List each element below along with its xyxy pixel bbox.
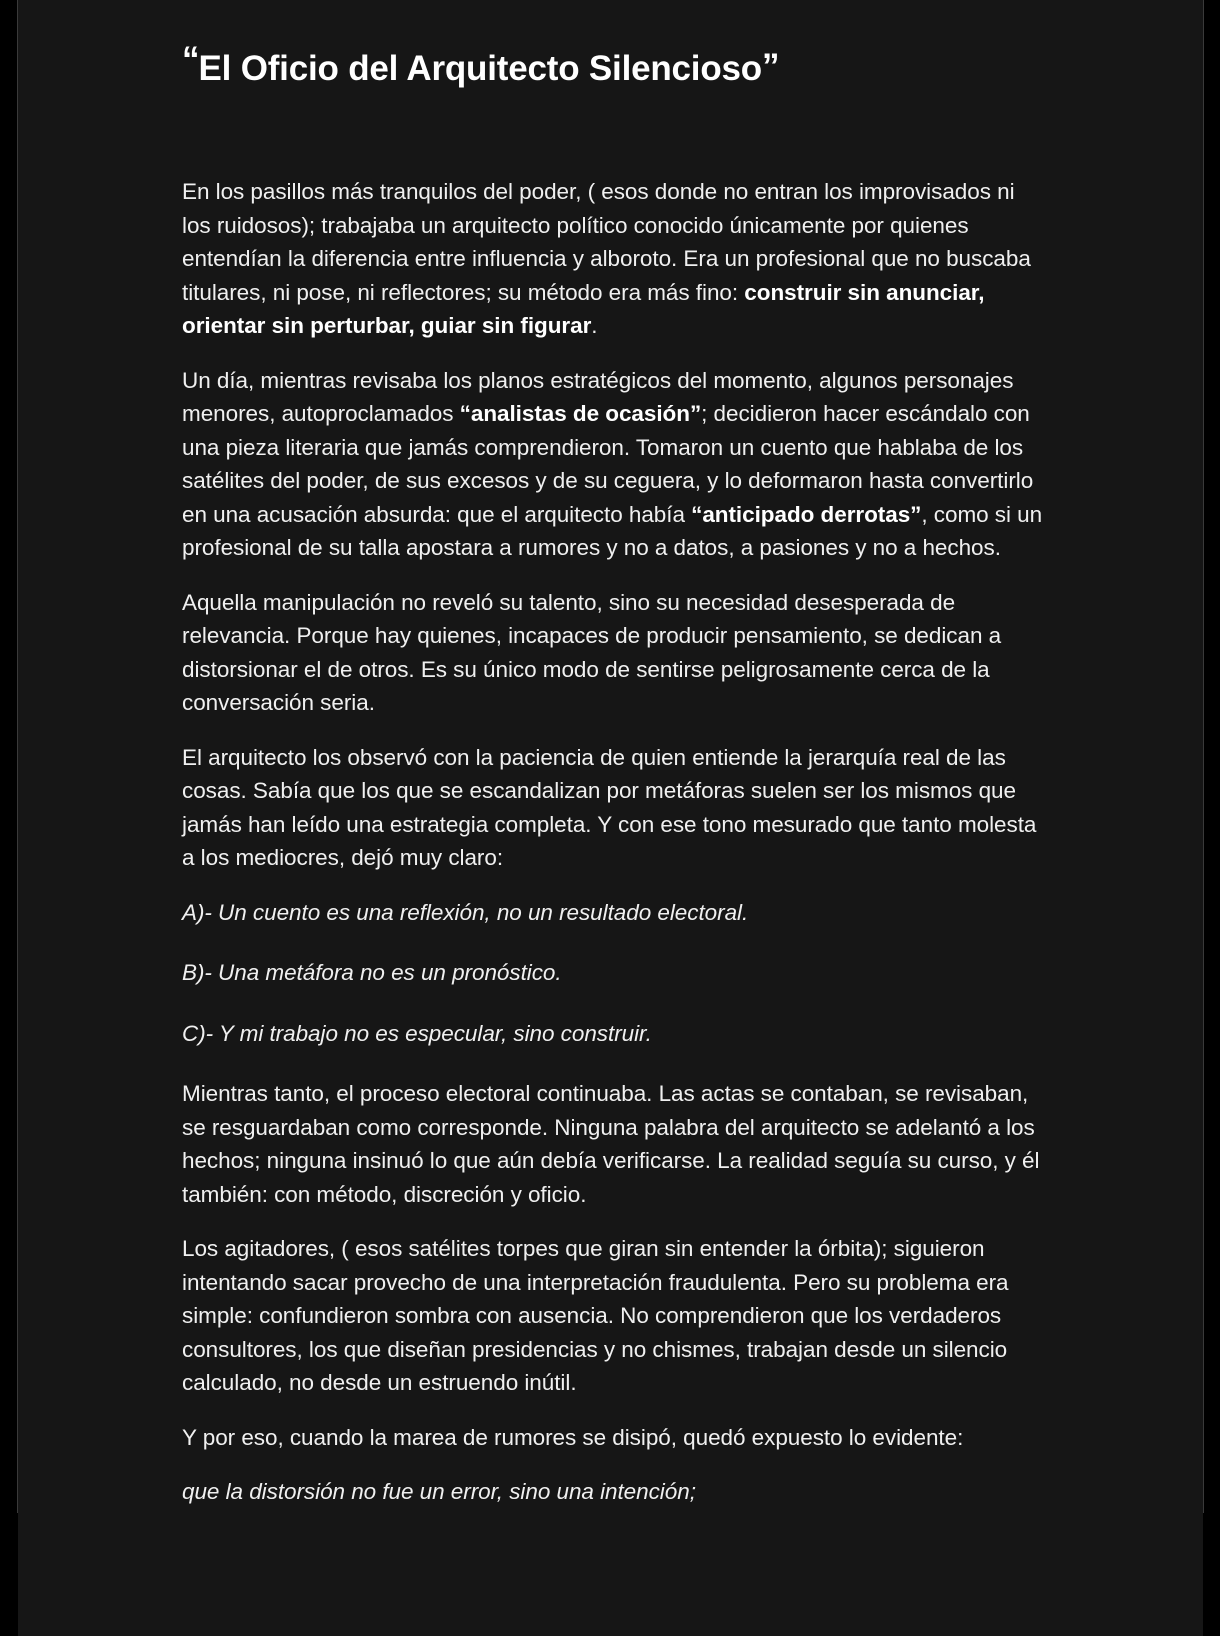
paragraph bbox=[182, 1232, 1044, 1400]
body-text: Y por eso, cuando la marea de rumores se disipó, quedó expuesto lo evidente: bbox=[182, 1424, 964, 1450]
body-text: . bbox=[591, 313, 598, 339]
paragraph bbox=[182, 1421, 1044, 1455]
article-body bbox=[18, 175, 1062, 1509]
body-text: que la distorsión no fue un error, sino una intención; bbox=[182, 1479, 696, 1505]
content-panel bbox=[18, 0, 1203, 1636]
emphasis-text: “anticipado derrotas” bbox=[691, 501, 922, 527]
paragraph bbox=[182, 364, 1044, 565]
title-close-quote: ” bbox=[761, 47, 780, 86]
body-text: ; decidieron hacer escándalo con una pieza literaria que jamás comprendieron. Tomaron un cuento que hablaba de los satélites del poder, de sus excesos y de su ceguera, y lo deformaron hasta convertirlo en una acusación absurda: que el arquitecto había bbox=[182, 401, 1034, 527]
title-text: El Oficio del Arquitecto Silencioso bbox=[198, 49, 762, 88]
paragraph bbox=[182, 1475, 1044, 1509]
emphasis-text: “analistas de ocasión” bbox=[459, 401, 702, 427]
title-open-quote: “ bbox=[182, 40, 199, 79]
list-item bbox=[182, 1017, 1044, 1051]
body-text: En los pasillos más tranquilos del poder, ( esos donde no entran los improvisados ni los ruidosos); trabajaba un arquitecto político conocido únicamente por quienes entendían la diferencia entre influencia y alboroto. Era un profesional que no buscaba titulares, ni pose, ni reflectores; su método era más fino: bbox=[182, 179, 1031, 305]
body-text: , como si un profesional de su talla apostara a rumores y no a datos, a pasiones y no a hechos. bbox=[182, 501, 1043, 561]
body-text: A)- Un cuento es una reflexión, no un resultado electoral. bbox=[182, 899, 749, 925]
list-item bbox=[182, 956, 1044, 990]
body-text: Mientras tanto, el proceso electoral continuaba. Las actas se contaban, se revisaban, se resguardaban como corresponde. Ninguna palabra del arquitecto se adelantó a los hechos; ninguna insinuó lo que aún debía verificarse. La realidad seguía su curso, y él también: con método, discreción y oficio. bbox=[182, 1081, 1040, 1207]
body-text: Aquella manipulación no reveló su talento, sino su necesidad desesperada de relevancia. Porque hay quienes, incapaces de producir pensamiento, se dedican a distorsionar el de otros. Es su único modo de sentirse peligrosamente cerca de la conversación seria. bbox=[182, 589, 1002, 716]
article bbox=[18, 0, 1203, 1636]
body-text: Los agitadores, ( esos satélites torpes que giran sin entender la órbita); siguieron intentando sacar provecho de una interpretación fraudulenta. Pero su problema era simple: confundieron sombra con ausencia. No comprendieron que los verdaderos consultores, los que diseñan presidencias y no chismes, trabajan desde un silencio calculado, no desde un estruendo inútil. bbox=[182, 1236, 1009, 1396]
paragraph bbox=[182, 1077, 1044, 1211]
body-text: C)- Y mi trabajo no es especular, sino construir. bbox=[182, 1020, 652, 1046]
bottom-spacer bbox=[18, 1536, 1203, 1636]
body-text: B)- Una metáfora no es un pronóstico. bbox=[182, 960, 562, 986]
body-text: Un día, mientras revisaba los planos estratégicos del momento, algunos personajes menores, autoproclamados bbox=[182, 367, 1014, 427]
emphasis-text: construir sin anunciar, orientar sin perturbar, guiar sin figurar bbox=[182, 279, 985, 339]
list-item bbox=[182, 896, 1044, 930]
paragraph bbox=[182, 586, 1044, 720]
paragraph bbox=[182, 741, 1044, 875]
paragraph bbox=[182, 175, 1044, 343]
right-edge-divider bbox=[1203, 0, 1204, 1513]
left-edge-divider bbox=[17, 0, 18, 1513]
body-text: El arquitecto los observó con la paciencia de quien entiende la jerarquía real de las cosas. Sabía que los que se escandalizan por metáforas suelen ser los mismos que jamás han leído una estrategia completa. Y con ese tono mesurado que tanto molesta a los mediocres, dejó muy claro: bbox=[182, 744, 1037, 871]
page-title bbox=[18, 0, 1203, 89]
